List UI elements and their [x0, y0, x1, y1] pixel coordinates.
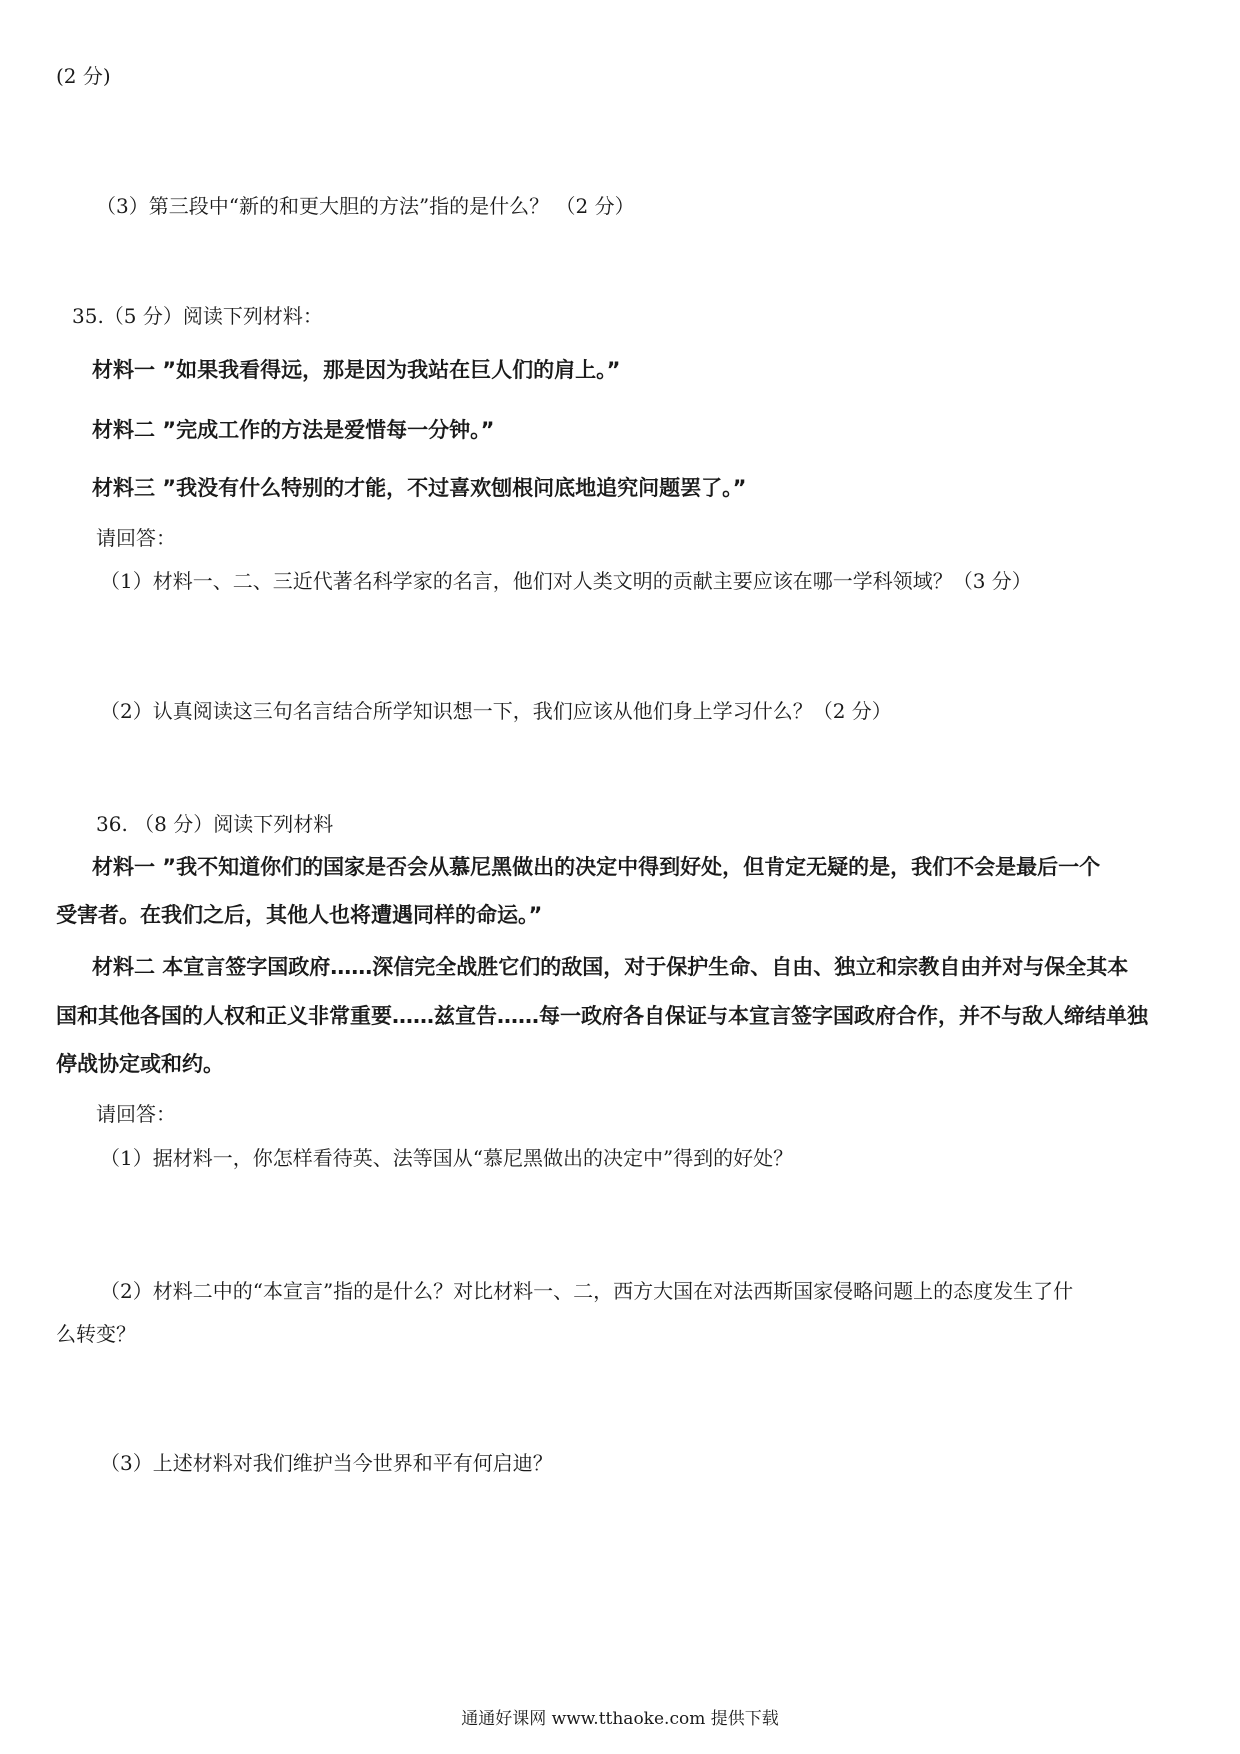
- q36-sub-question-2-line-1: （2）材料二中的“本宣言”指的是什么？对比材料一、二，西方大国在对法西斯国家侵略问题上的态度发生了什: [100, 1279, 1074, 1303]
- q36-sub-question-3: （3）上述材料对我们维护当今世界和平有何启迪？: [100, 1451, 553, 1475]
- q34-score-tail: (2 分): [56, 64, 111, 88]
- q34-sub-question-3: （3）第三段中“新的和更大胆的方法”指的是什么？ （2 分）: [96, 194, 635, 218]
- q36-header: 36. （8 分）阅读下列材料: [96, 812, 334, 836]
- q36-material-2-line-3: 停战协定或和约。: [56, 1052, 224, 1076]
- q35-sub-question-2: （2）认真阅读这三句名言结合所学知识想一下，我们应该从他们身上学习什么？（2 分）: [100, 699, 892, 723]
- page-footer: 通通好课网 www.tthaoke.com 提供下载: [461, 1709, 779, 1729]
- q35-sub-question-1: （1）材料一、二、三近代著名科学家的名言，他们对人类文明的贡献主要应该在哪一学科领域？（3 分）: [100, 569, 1032, 593]
- q36-prompt: 请回答：: [96, 1102, 176, 1126]
- q36-material-2-line-1: 材料二 本宣言签字国政府……深信完全战胜它们的敌国，对于保护生命、自由、独立和宗教自由并对与保全其本: [92, 955, 1129, 979]
- q35-header: 35.（5 分）阅读下列材料：: [72, 304, 323, 328]
- q35-material-2: 材料二 ”完成工作的方法是爱惜每一分钟。”: [92, 418, 495, 442]
- q35-material-1: 材料一 ”如果我看得远，那是因为我站在巨人们的肩上。”: [92, 358, 621, 382]
- q35-prompt: 请回答：: [96, 526, 176, 550]
- q36-material-1-line-1: 材料一 ”我不知道你们的国家是否会从慕尼黑做出的决定中得到好处，但肯定无疑的是，我们不会是最后一个: [92, 855, 1101, 879]
- q36-sub-question-1: （1）据材料一，你怎样看待英、法等国从“慕尼黑做出的决定中”得到的好处？: [100, 1146, 794, 1170]
- q36-material-2-line-2: 国和其他各国的人权和正义非常重要……兹宣告……每一政府各自保证与本宣言签字国政府合作，并不与敌人缔结单独: [56, 1004, 1148, 1028]
- q36-sub-question-2-line-2: 么转变？: [56, 1322, 136, 1346]
- q35-material-3: 材料三 ”我没有什么特别的才能，不过喜欢刨根问底地追究问题罢了。”: [92, 476, 747, 500]
- q36-material-1-line-2: 受害者。在我们之后，其他人也将遭遇同样的命运。”: [56, 903, 543, 927]
